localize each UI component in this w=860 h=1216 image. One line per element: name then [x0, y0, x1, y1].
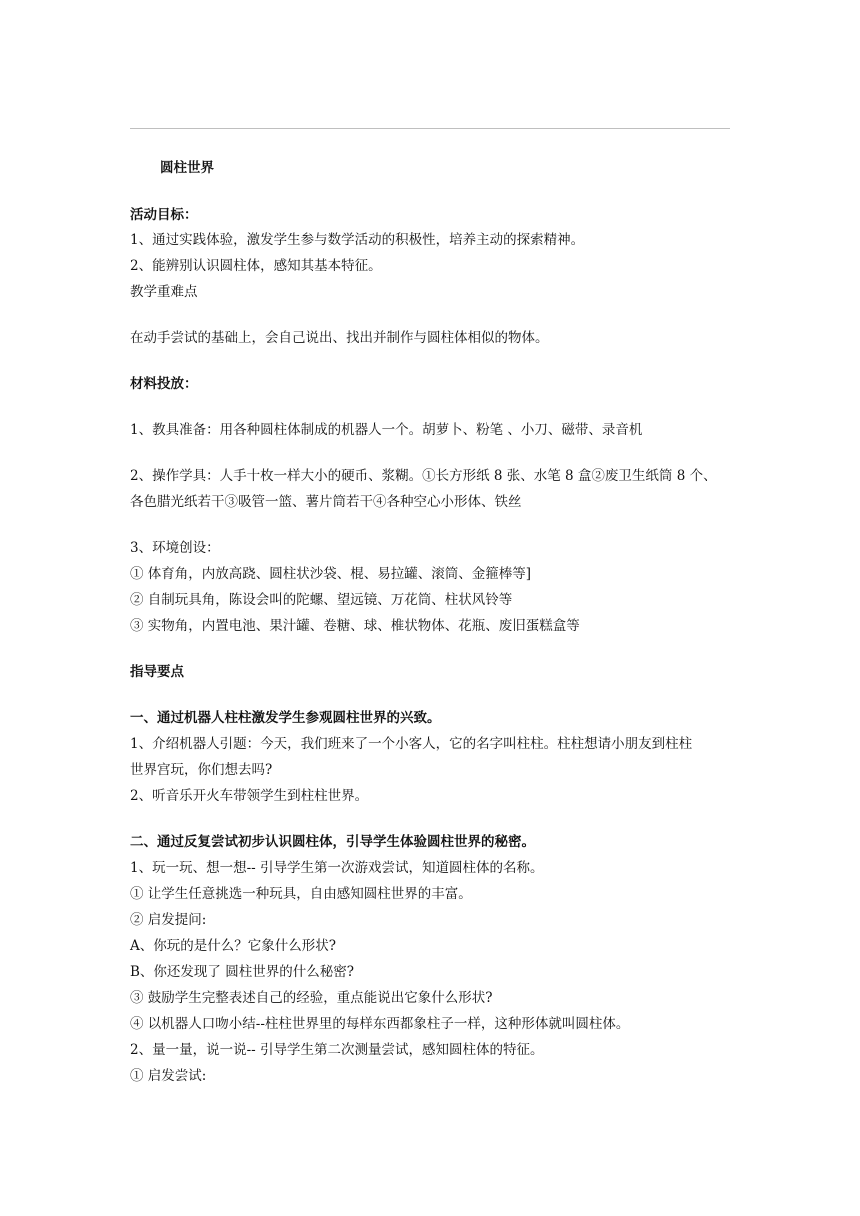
materials-item-3-heading: 3、环境创设：	[130, 540, 220, 556]
guidance-part-1-heading: 一、通过机器人柱柱激发学生参观圆柱世界的兴致。	[130, 710, 441, 726]
guidance-part-2-line: ① 启发尝试:	[130, 1068, 207, 1084]
guidance-part-2-line: ② 启发提问:	[130, 912, 207, 928]
materials-item-1: 1、教具准备：用各种圆柱体制成的机器人一个。胡萝卜、粉笔 、小刀、磁带、录音机	[130, 422, 643, 438]
header-rule	[130, 128, 730, 129]
materials-item-2-line-1: 2、操作学具：人手十枚一样大小的硬币、浆糊。①长方形纸 8 张、水笔 8 盒②废卫生纸筒 8 个、	[130, 468, 717, 484]
guidance-part-2-line: A、你玩的是什么？它象什么形状?	[130, 938, 336, 954]
goal-item: 1、通过实践体验，激发学生参与数学活动的积极性，培养主动的探索精神。	[130, 232, 585, 248]
document-title: 圆柱世界	[160, 160, 214, 176]
guidance-part-1-line: 世界宫玩，你们想去吗?	[130, 762, 273, 778]
materials-item-2-line-2: 各色腊光纸若干③吸管一篮、薯片筒若干④各种空心小形体、铁丝	[130, 494, 522, 510]
guidance-part-2-line: B、你还发现了 圆柱世界的什么秘密?	[130, 964, 354, 980]
guidance-part-2-line: ③ 鼓励学生完整表述自己的经验，重点能说出它象什么形状?	[130, 990, 493, 1006]
goal-item: 2、能辨别认识圆柱体，感知其基本特征。	[130, 258, 382, 274]
environment-item: ① 体育角，内放高跷、圆柱状沙袋、棍、易拉罐、滚筒、金箍棒等]	[130, 566, 532, 582]
key-points-text: 在动手尝试的基础上，会自己说出、找出并制作与圆柱体相似的物体。	[130, 330, 549, 346]
guidance-part-2-heading: 二、通过反复尝试初步认识圆柱体，引导学生体验圆柱世界的秘密。	[130, 834, 535, 850]
goals-heading: 活动目标：	[130, 207, 198, 223]
key-points-heading: 教学重难点	[130, 284, 198, 300]
guidance-part-1-line: 1、介绍机器人引题：今天，我们班来了一个小客人，它的名字叫柱柱。柱柱想请小朋友到柱柱	[130, 736, 693, 752]
guidance-part-1-line: 2、听音乐开火车带领学生到柱柱世界。	[130, 788, 369, 804]
environment-item: ③ 实物角，内置电池、果汁罐、卷糖、球、椎状物体、花瓶、废旧蛋糕盒等	[130, 618, 580, 634]
guidance-part-2-line: ④ 以机器人口吻小结--柱柱世界里的每样东西都象柱子一样，这种形体就叫圆柱体。	[130, 1016, 630, 1032]
guidance-part-2-line: ① 让学生任意挑选一种玩具，自由感知圆柱世界的丰富。	[130, 886, 472, 902]
materials-heading: 材料投放：	[130, 376, 198, 392]
guidance-part-2-line: 1、玩一玩、想一想-- 引导学生第一次游戏尝试，知道圆柱体的名称。	[130, 860, 544, 876]
guidance-heading: 指导要点	[130, 664, 184, 680]
guidance-part-2-line: 2、量一量，说一说-- 引导学生第二次测量尝试，感知圆柱体的特征。	[130, 1042, 544, 1058]
environment-item: ② 自制玩具角，陈设会叫的陀螺、望远镜、万花筒、柱状风铃等	[130, 592, 513, 608]
